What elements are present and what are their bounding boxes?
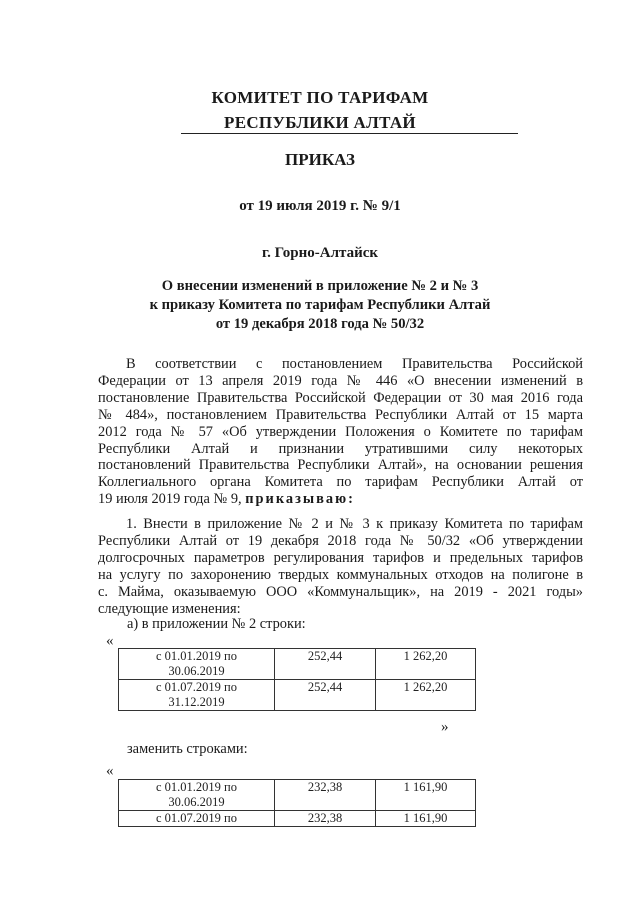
table-row <box>119 649 476 680</box>
period-end: 31.12.2019 <box>168 695 225 709</box>
preamble-line: № 484», постановлением Правительства Республики Алтай от 15 марта <box>98 406 583 423</box>
preamble-line: 19 июля 2019 года № 9, <box>98 491 242 508</box>
period-cell <box>119 780 275 811</box>
city: г. Горно-Алтайск <box>261 245 379 261</box>
preamble-line: постановление Правительства Российской Федерации от 30 мая 2016 года <box>98 389 583 406</box>
new-rows-table <box>118 779 476 827</box>
value-cell: 1 161,90 <box>376 811 476 827</box>
subject-line2: к приказу Комитета по тарифам Республики Алтай <box>149 297 491 313</box>
preamble-line: 2012 года № 57 «Об утверждении Положения о Комитете по тарифам <box>98 423 583 440</box>
item1-line: с. Майма, оказываемую ООО «Коммунальщик», на 2019 - 2021 годы» <box>98 583 583 600</box>
value-cell: 232,38 <box>275 811 376 827</box>
value-cell: 232,38 <box>275 780 376 811</box>
quote-close-1: » <box>441 719 449 735</box>
header-divider <box>181 133 518 134</box>
preamble-paragraph <box>98 356 583 508</box>
period-start: с 01.01.2019 по <box>156 780 237 794</box>
preamble-line: В соответствии с постановлением Правительства Российской <box>126 356 583 372</box>
value-cell: 1 262,20 <box>376 649 476 680</box>
preamble-line: Коллегиального органа Комитета по тарифам Республики Алтай от <box>98 474 583 491</box>
item1-line: 1. Внести в приложение № 2 и № 3 к приказу Комитета по тарифам <box>126 516 583 532</box>
org-name-line1: КОМИТЕТ ПО ТАРИФАМ <box>211 88 429 107</box>
table-row <box>119 811 476 827</box>
table-row <box>119 680 476 711</box>
value-cell: 1 262,20 <box>376 680 476 711</box>
item1-paragraph <box>98 516 583 617</box>
value-cell: 252,44 <box>275 649 376 680</box>
period-cell <box>119 649 275 680</box>
date-number: от 19 июля 2019 г. № 9/1 <box>239 198 401 214</box>
item1-line: долгосрочных параметров регулирования тарифов и предельных тарифов <box>98 549 583 566</box>
value-cell: 1 161,90 <box>376 780 476 811</box>
period-cell <box>119 680 275 711</box>
item1-line: следующие изменения: <box>98 600 241 617</box>
document-title: ПРИКАЗ <box>285 150 355 169</box>
item1-line: на услугу по захоронению твердых коммунальных отходов на полигоне в <box>98 566 583 583</box>
period-end: 30.06.2019 <box>168 664 225 678</box>
subject-line1: О внесении изменений в приложение № 2 и № 3 <box>161 278 479 294</box>
preamble-last-line <box>98 491 583 508</box>
preamble-line: постановлений Правительства Республики Алтай», на основании решения <box>98 457 583 474</box>
period-cell <box>119 811 275 827</box>
preamble-line: Федерации от 13 апреля 2019 года № 446 «О внесении изменений в <box>98 372 583 389</box>
period-start: с 01.07.2019 по <box>156 680 237 694</box>
quote-open-1: « <box>106 633 114 649</box>
quote-open-2: « <box>106 763 114 779</box>
old-rows-table <box>118 648 476 711</box>
period-start: с 01.07.2019 по <box>156 811 237 825</box>
org-name-line2: РЕСПУБЛИКИ АЛТАЙ <box>224 113 416 132</box>
value-cell: 252,44 <box>275 680 376 711</box>
order-word: приказываю: <box>245 491 355 508</box>
period-end: 30.06.2019 <box>168 795 225 809</box>
item1-line: Республики Алтай от 19 декабря 2018 года № 50/32 «Об утверждении <box>98 532 583 549</box>
preamble-line: Республики Алтай и признании утратившими силу некоторых <box>98 440 583 457</box>
table-row <box>119 780 476 811</box>
replace-with-label: заменить строками: <box>127 741 248 757</box>
subitem-a: а) в приложении № 2 строки: <box>127 616 306 632</box>
subject-line3: от 19 декабря 2018 года № 50/32 <box>215 316 425 332</box>
period-start: с 01.01.2019 по <box>156 649 237 663</box>
